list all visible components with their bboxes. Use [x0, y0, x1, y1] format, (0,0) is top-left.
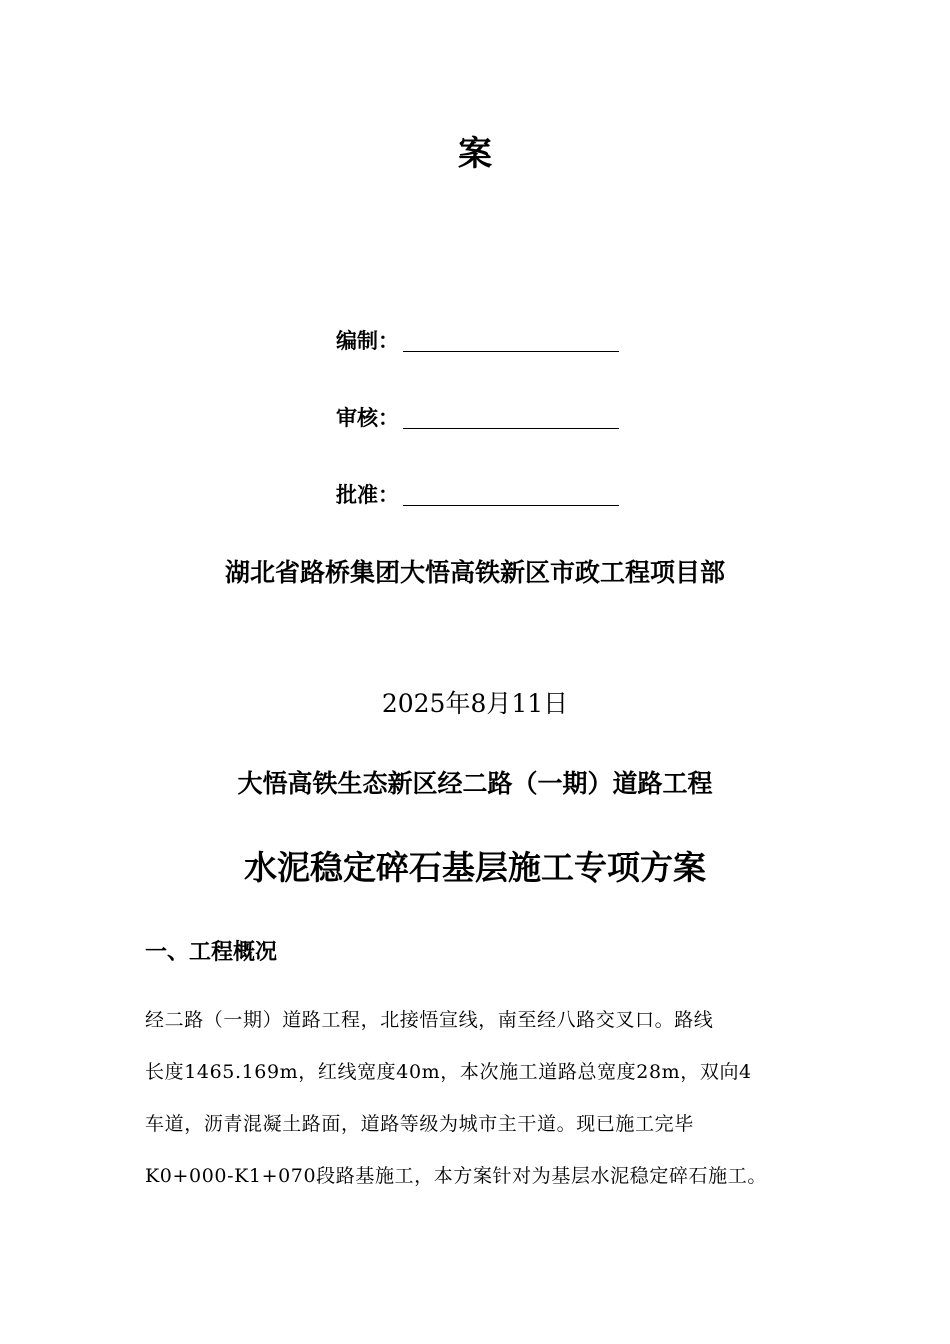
- paragraph-line: K0+000-K1+070段路基施工，本方案针对为基层水泥稳定碎石施工。: [145, 1165, 767, 1187]
- document-date: 2025年8月11日: [381, 689, 569, 718]
- signature-line-compiler: [403, 351, 619, 352]
- document-title: 水泥稳定碎石基层施工专项方案: [244, 848, 706, 887]
- project-name: 大悟高铁生态新区经二路（一期）道路工程: [237, 769, 713, 798]
- signature-label-compiler: 编制：: [336, 328, 399, 353]
- signature-line-approver: [403, 505, 619, 506]
- signature-line-reviewer: [403, 428, 619, 429]
- signature-label-approver: 批准：: [336, 482, 399, 507]
- paragraph-line: 经二路（一期）道路工程，北接悟宣线，南至经八路交叉口。路线: [145, 1009, 714, 1031]
- signature-row-reviewer: [336, 399, 619, 433]
- paragraph-line: 车道，沥青混凝土路面，道路等级为城市主干道。现已施工完毕: [145, 1113, 694, 1135]
- signature-row-approver: [336, 476, 619, 510]
- heading-char: 案: [458, 134, 492, 174]
- organization-name: 湖北省路桥集团大悟高铁新区市政工程项目部: [224, 558, 725, 587]
- paragraph-line: 长度1465.169m，红线宽度40m，本次施工道路总宽度28m，双向4: [145, 1061, 752, 1083]
- section-title: 一、工程概况: [145, 939, 278, 965]
- signature-row-compiler: [336, 322, 619, 356]
- signature-label-reviewer: 审核：: [336, 405, 399, 430]
